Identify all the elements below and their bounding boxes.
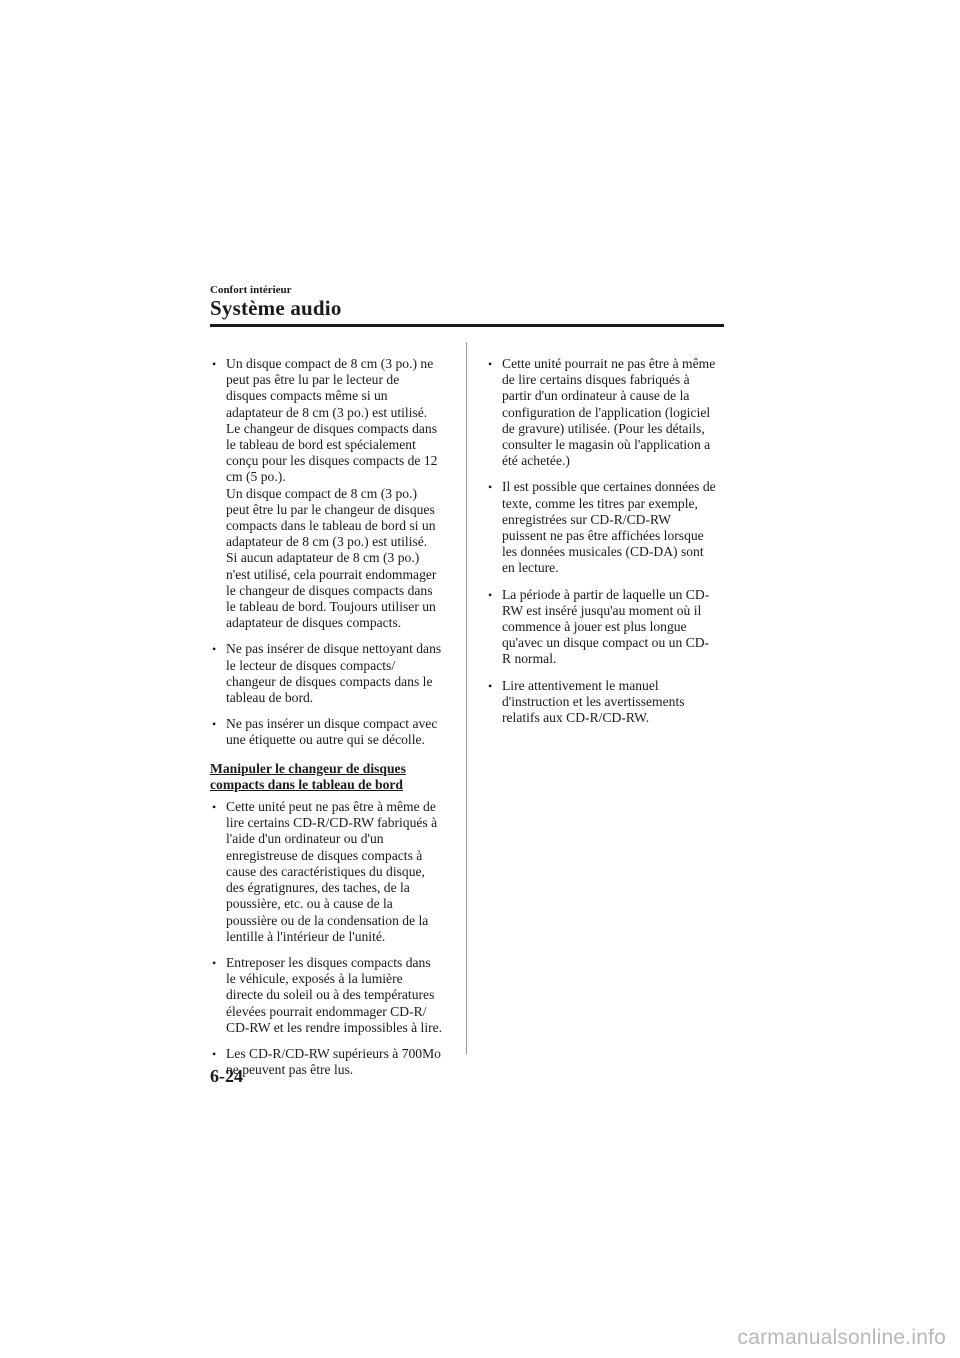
list-item (486, 587, 726, 668)
bullet-icon: • (488, 587, 493, 602)
list-item (210, 799, 450, 945)
bullet-icon: • (212, 357, 217, 371)
bullet-icon: • (212, 717, 217, 732)
column-divider (466, 342, 467, 1054)
list-item (486, 479, 726, 576)
bullet-icon: • (212, 642, 217, 657)
list-item-text: Entreposer les disques compacts dans le véhicule, exposés à la lumière directe du soleil ou à des températures élevées pourrait endommager CD-R/ CD-RW et les rendre impossibles à lire. (226, 954, 443, 1035)
list-item-text: Il est possible que certaines données de texte, comme les titres par exemple, enregistrées sur CD-R/CD-RW puissent ne pas être affichées lorsque les données musicales (CD-DA) sont en lecture. (502, 479, 716, 576)
bullet-icon: • (212, 955, 217, 970)
list-item (210, 1046, 450, 1078)
list-item (210, 641, 450, 706)
bullet-list-a (210, 356, 450, 749)
page-title: Système audio (210, 296, 342, 320)
list-item (210, 955, 450, 1036)
list-item (210, 356, 450, 631)
bullet-icon: • (212, 800, 217, 815)
list-item (210, 716, 450, 748)
list-item-text: Ne pas insérer de disque nettoyant dans le lecteur de disques compacts/ changeur de disques compacts dans le tableau de bord. (226, 641, 442, 706)
title-rule (210, 324, 724, 327)
section-label: Confort intérieur (210, 284, 292, 296)
bullet-icon: • (488, 480, 493, 495)
left-column (210, 356, 450, 1088)
list-item-text: Cette unité peut ne pas être à même de lire certains CD-R/CD-RW fabriqués à l'aide d'un ordinateur ou d'un enregistreuse de disques compacts à cause des caractéristiques du disque, des égratignures, des taches, de la poussière, etc. ou à cause de la poussière ou de la condensation de la lentille à l'intérieur de l'unité. (226, 799, 438, 944)
list-item (486, 356, 726, 469)
list-item-text: Les CD-R/CD-RW supérieurs à 700Mo ne peuvent pas être lus. (226, 1045, 441, 1078)
bullet-icon: • (488, 678, 493, 693)
page-number: 6-24 (210, 1066, 243, 1086)
section-subheading: Manipuler le changeur de disques compacts dans le tableau de bord (210, 760, 406, 792)
watermark-link[interactable]: carmanualsonline.info (737, 1326, 946, 1349)
list-item-text: Cette unité pourrait ne pas être à même de lire certains disques fabriqués à partir d'un ordinateur à cause de la configuration de l'application (logiciel de gravure) utilisée. (Pour les détails, consulter le magasin où l'application a été achetée.) (502, 356, 716, 469)
list-item-text: Ne pas insérer un disque compact avec une étiquette ou autre qui se décolle. (226, 716, 438, 748)
bullet-icon: • (488, 357, 493, 371)
list-item (486, 678, 726, 727)
list-item-text: La période à partir de laquelle un CD- RW est inséré jusqu'au moment où il commence à jouer est plus longue qu'avec un disque compact ou un CD- R normal. (502, 586, 710, 667)
list-item-text: Un disque compact de 8 cm (3 po.) ne peut pas être lu par le lecteur de disques compacts même si un adaptateur de 8 cm (3 po.) est utilisé. Le changeur de disques compacts dans le tableau de bord est spécialement conçu pour les disques compacts de 12 cm (5 po.). Un disque compact de 8 cm (3 po.) peut être lu par le changeur de disques compacts dans le tableau de bord si un adaptateur de 8 cm (3 po.) est utilisé. Si aucun adaptateur de 8 cm (3 po.) n'est utilisé, cela pourrait endommager le changeur de disques compacts dans le tableau de bord. Toujours utiliser un adaptateur de disques compacts. (226, 356, 438, 631)
right-column (486, 356, 726, 736)
list-item-text: Lire attentivement le manuel d'instruction et les avertissements relatifs aux CD-R/CD-RW. (502, 677, 685, 726)
bullet-icon: • (212, 1046, 217, 1061)
bullet-list-b (210, 799, 450, 1078)
